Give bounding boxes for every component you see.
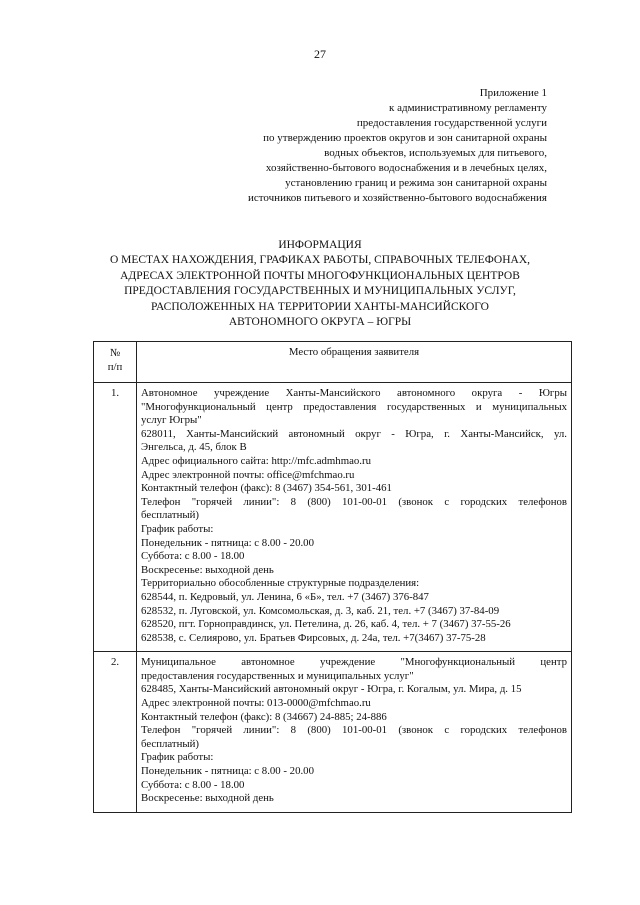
appendix-line: по утверждению проектов округов и зон санитарной охраны (263, 132, 547, 144)
content-line: Телефон "горячей линии": 8 (800) 101-00-01 (звонок с городских телефонов (141, 724, 567, 737)
table-header-row (94, 342, 572, 383)
appendix-line: хозяйственно-бытового водоснабжения и в лечебных целях, (265, 162, 547, 174)
page-number: 27 (314, 47, 326, 61)
row-content (137, 652, 572, 813)
content-line: Понедельник - пятница: с 8.00 - 20.00 (141, 765, 314, 778)
content-line: 628011, Ханты-Мансийский автономный округ - Югра, г. Ханты-Мансийск, ул. (141, 427, 567, 440)
content-line: Контактный телефон (факс): 8 (34667) 24-885; 24-886 (141, 710, 387, 723)
content-line: 628532, п. Луговской, ул. Комсомольская, д. 3, каб. 21, тел. +7 (3467) 37-84-09 (141, 604, 500, 617)
document-title (0, 238, 640, 330)
row-number: 2. (94, 652, 137, 813)
content-line: 628520, пгт. Горноправдинск, ул. Петелина, д. 26, каб. 4, тел. + 7 (3467) 37-55-26 (141, 618, 511, 631)
content-line: Воскресенье: выходной день (141, 792, 274, 805)
title-line: О МЕСТАХ НАХОЖДЕНИЯ, ГРАФИКАХ РАБОТЫ, СПРАВОЧНЫХ ТЕЛЕФОНАХ, (109, 254, 531, 267)
title-line: АВТОНОМНОГО ОКРУГА – ЮГРЫ (228, 316, 412, 329)
header-number-cell (94, 342, 137, 383)
content-line: Суббота: с 8.00 - 18.00 (141, 550, 245, 563)
appendix-line: Приложение 1 (479, 87, 547, 99)
content-line: предоставления государственных и муниципальных услуг" (141, 669, 414, 682)
content-line: Адрес официального сайта: http://mfc.admhmao.ru (141, 454, 371, 467)
content-line: 628485, Ханты-Мансийский автономный округ - Югра, г. Когалым, ул. Мира, д. 15 (141, 683, 522, 696)
appendix-line: водных объектов, используемых для питьевого, (324, 147, 547, 159)
content-line: Автономное учреждение Ханты-Мансийского автономного округа - Югры (141, 387, 567, 399)
content-line: Понедельник - пятница: с 8.00 - 20.00 (141, 536, 314, 549)
content-line: Суббота: с 8.00 - 18.00 (141, 778, 245, 791)
title-line: ПРЕДОСТАВЛЕНИЯ ГОСУДАРСТВЕННЫХ И МУНИЦИПАЛЬНЫХ УСЛУГ, (124, 285, 516, 298)
table-row (94, 383, 572, 652)
row-number: 1. (94, 383, 137, 652)
header-place-cell: Место обращения заявителя (137, 342, 572, 383)
content-line: График работы: (141, 522, 214, 535)
content-line: 628544, п. Кедровый, ул. Ленина, 6 «Б», тел. +7 (3467) 376-847 (141, 590, 429, 603)
content-line: Адрес электронной почты: 013-0000@mfchmao.ru (141, 697, 371, 710)
appendix-line: предоставления государственной услуги (356, 117, 547, 129)
table-row (94, 652, 572, 813)
content-line: бесплатный) (141, 737, 200, 750)
appendix-line: источников питьевого и хозяйственно-бытового водоснабжения (248, 192, 547, 204)
content-line: Контактный телефон (факс): 8 (3467) 354-561, 301-461 (141, 482, 392, 495)
content-line: Адрес электронной почты: office@mfchmao.ru (141, 468, 355, 481)
content-line: услуг Югры" (141, 414, 202, 427)
content-line: 628538, с. Селиярово, ул. Братьев Фирсовых, д. 24а, тел. +7(3467) 37-75-28 (141, 631, 486, 644)
title-line: АДРЕСАХ ЭЛЕКТРОННОЙ ПОЧТЫ МНОГОФУНКЦИОНАЛЬНЫХ ЦЕНТРОВ (120, 269, 520, 282)
content-line: Воскресенье: выходной день (141, 563, 274, 576)
appendix-line: установлению границ и режима зон санитарной охраны (285, 177, 547, 189)
content-line: Телефон "горячей линии": 8 (800) 101-00-01 (звонок с городских телефонов (141, 495, 567, 508)
title-line: РАСПОЛОЖЕННЫХ НА ТЕРРИТОРИИ ХАНТЫ-МАНСИЙСКОГО (151, 300, 489, 313)
content-line: Муниципальное автономное учреждение "Многофункциональный центр (141, 656, 567, 669)
appendix-line: к административному регламенту (389, 102, 547, 114)
appendix-header (87, 86, 547, 206)
content-line: Территориально обособленные структурные подразделения: (141, 577, 420, 590)
content-line: бесплатный) (141, 509, 200, 522)
title-line: ИНФОРМАЦИЯ (278, 239, 362, 251)
header-number-symbol: № (109, 347, 121, 359)
content-line: Энгельса, д. 45, блок В (141, 441, 247, 454)
content-line: "Многофункциональный центр предоставления государственных и муниципальных (141, 400, 567, 413)
content-line: График работы: (141, 751, 214, 764)
header-number-abbr: п/п (107, 360, 123, 373)
row-content (137, 383, 572, 652)
mfc-info-table (93, 341, 572, 813)
